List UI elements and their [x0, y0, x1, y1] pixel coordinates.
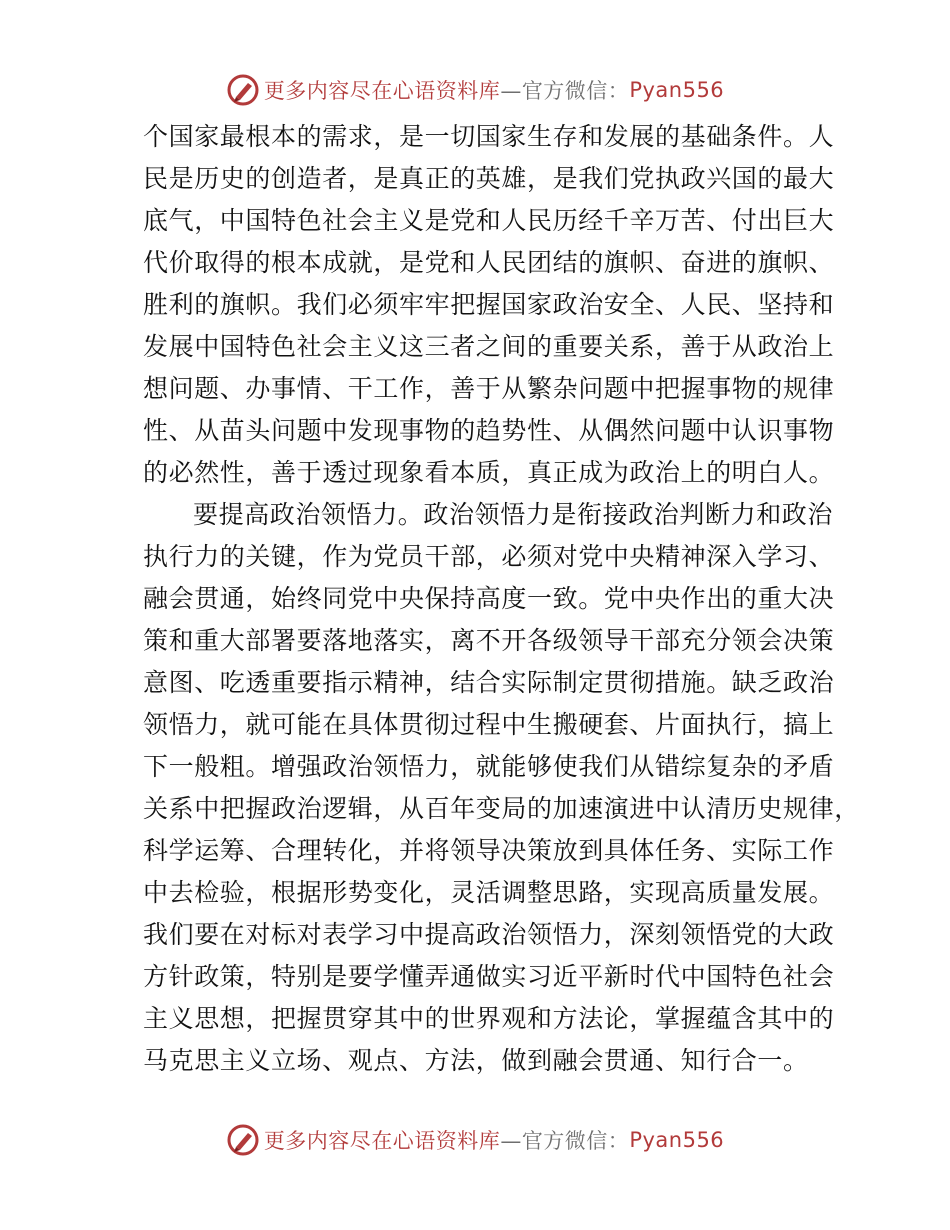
text-line: 策和重大部署要落地落实，离不开各级领导干部充分领会决策 — [143, 626, 835, 655]
paragraph-2 — [143, 494, 860, 1082]
text-line: 我们要在对标对表学习中提高政治领悟力，深刻领悟党的大政 — [143, 920, 835, 949]
banner-wechat-id: Pyan556 — [629, 1128, 725, 1152]
text-line: 马克思主义立场、观点、方法，做到融会贯通、知行合一。 — [143, 1046, 809, 1075]
text-line: 科学运筹、合理转化，并将领导决策放到具体任务、实际工作 — [143, 836, 835, 865]
text-line: 中去检验，根据形势变化，灵活调整思路，实现高质量发展。 — [143, 878, 835, 907]
text-line: 关系中把握政治逻辑，从百年变局的加速演进中认清历史规律， — [143, 794, 860, 823]
text-line: 性、从苗头问题中发现事物的趋势性、从偶然问题中认识事物 — [143, 416, 835, 445]
footer-watermark-banner — [0, 1120, 950, 1160]
text-line: 下一般粗。增强政治领悟力，就能够使我们从错综复杂的矛盾 — [143, 752, 835, 781]
text-line: 代价取得的根本成就，是党和人民团结的旗帜、奋进的旗帜、 — [143, 248, 835, 277]
banner-main-text: 更多内容尽在心语资料库 — [263, 79, 501, 103]
text-line: 意图、吃透重要指示精神，结合实际制定贯彻措施。缺乏政治 — [143, 668, 835, 697]
text-line: 底气，中国特色社会主义是党和人民历经千辛万苦、付出巨大 — [143, 206, 835, 235]
text-line: 民是历史的创造者，是真正的英雄，是我们党执政兴国的最大 — [143, 164, 835, 193]
text-line: 的必然性，善于透过现象看本质，真正成为政治上的明白人。 — [143, 458, 835, 487]
text-line: 领悟力，就可能在具体贯彻过程中生搬硬套、片面执行，搞上 — [143, 710, 835, 739]
text-line: 主义思想，把握贯穿其中的世界观和方法论，掌握蕴含其中的 — [143, 1004, 835, 1033]
text-line: 融会贯通，始终同党中央保持高度一致。党中央作出的重大决 — [143, 584, 835, 613]
banner-wechat-id: Pyan556 — [629, 78, 725, 102]
paragraph-1 — [143, 116, 835, 494]
pen-logo-icon — [226, 73, 260, 107]
text-line: 发展中国特色社会主义这三者之间的重要关系，善于从政治上 — [143, 332, 835, 361]
text-line: 执行力的关键，作为党员干部，必须对党中央精神深入学习、 — [143, 542, 835, 571]
text-line: 方针政策，特别是要学懂弄通做实习近平新时代中国特色社会 — [143, 962, 835, 991]
text-line: 要提高政治领悟力。政治领悟力是衔接政治判断力和政治 — [193, 500, 834, 529]
text-line: 想问题、办事情、干工作，善于从繁杂问题中把握事物的规律 — [143, 374, 835, 403]
banner-sub-text: —官方微信： — [500, 79, 630, 103]
header-watermark-banner — [0, 70, 950, 110]
text-line: 个国家最根本的需求，是一切国家生存和发展的基础条件。人 — [143, 122, 835, 151]
document-body — [143, 116, 860, 1082]
text-line: 胜利的旗帜。我们必须牢牢把握国家政治安全、人民、坚持和 — [143, 290, 835, 319]
banner-main-text: 更多内容尽在心语资料库 — [263, 1129, 501, 1153]
banner-sub-text: —官方微信： — [500, 1129, 630, 1153]
pen-logo-icon — [226, 1123, 260, 1157]
